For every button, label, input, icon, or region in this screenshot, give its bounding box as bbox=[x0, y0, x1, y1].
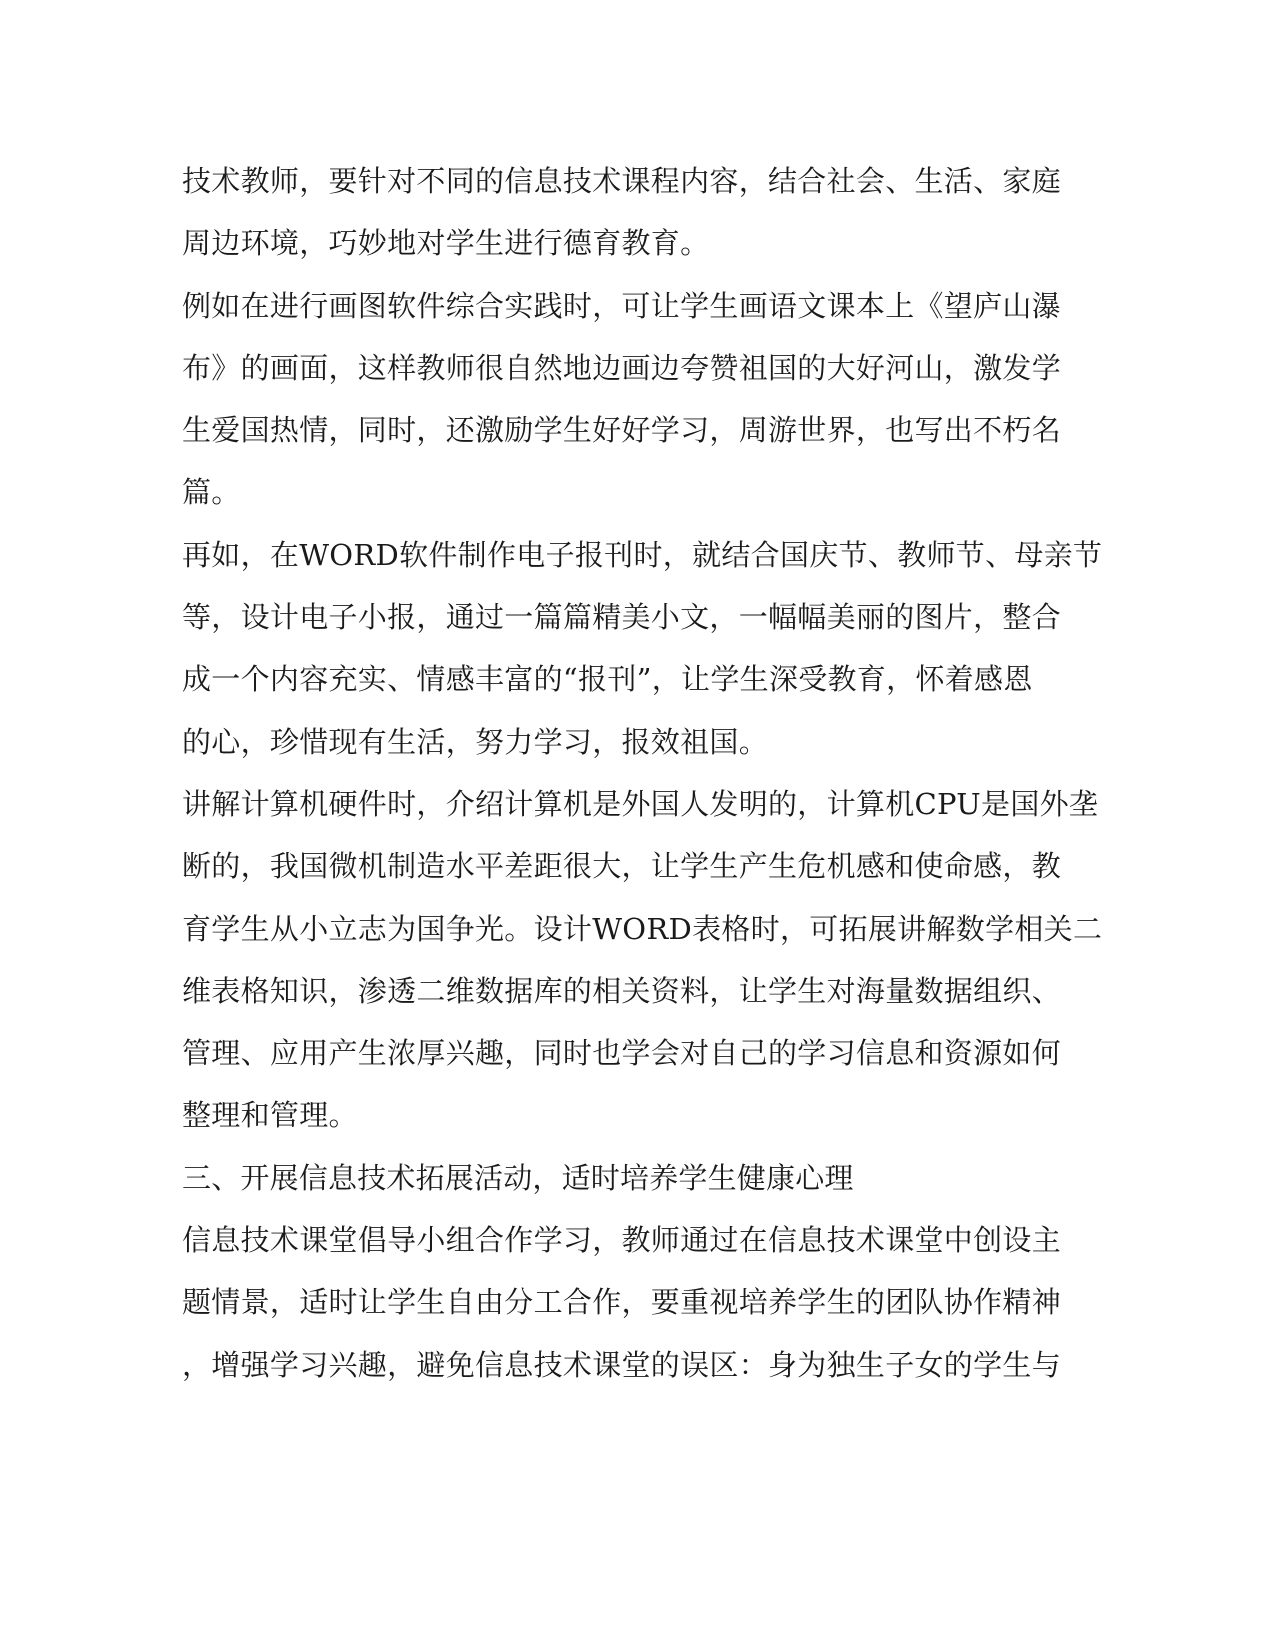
text-line: 布》的画面，这样教师很自然地边画边夸赞祖国的大好河山，激发学 bbox=[182, 350, 1062, 385]
text-line: 的心，珍惜现有生活，努力学习，报效祖国。 bbox=[182, 724, 769, 759]
text-line: 信息技术课堂倡导小组合作学习，教师通过在信息技术课堂中创设主 bbox=[182, 1223, 1062, 1258]
text-line: 育学生从小立志为国争光。设计WORD表格时，可拓展讲解数学相关二 bbox=[182, 911, 1103, 946]
section-heading: 三、开展信息技术拓展活动，适时培养学生健康心理 bbox=[182, 1160, 854, 1195]
text-line: 维表格知识，渗透二维数据库的相关资料，让学生对海量数据组织、 bbox=[182, 973, 1062, 1008]
text-line: 技术教师，要针对不同的信息技术课程内容，结合社会、生活、家庭 bbox=[182, 164, 1062, 198]
text-line: 管理、应用产生浓厚兴趣，同时也学会对自己的学习信息和资源如何 bbox=[182, 1036, 1062, 1071]
text-line: 篇。 bbox=[182, 475, 241, 510]
text-line: 断的，我国微机制造水平差距很大，让学生产生危机感和使命感，教 bbox=[182, 849, 1062, 884]
text-line: 题情景，适时让学生自由分工合作，要重视培养学生的团队协作精神 bbox=[182, 1285, 1062, 1320]
text-line: 讲解计算机硬件时，介绍计算机是外国人发明的，计算机CPU是国外垄 bbox=[182, 786, 1099, 821]
text-line: 例如在进行画图软件综合实践时，可让学生画语文课本上《望庐山瀑 bbox=[182, 288, 1062, 323]
text-line: ，增强学习兴趣，避免信息技术课堂的误区：身为独生子女的学生与 bbox=[182, 1347, 1062, 1382]
text-line: 再如，在WORD软件制作电子报刊时，就结合国庆节、教师节、母亲节 bbox=[182, 537, 1103, 572]
text-line: 周边环境，巧妙地对学生进行德育教育。 bbox=[182, 226, 710, 261]
text-line: 生爱国热情，同时，还激励学生好好学习，周游世界，也写出不朽名 bbox=[182, 413, 1062, 448]
text-line: 等，设计电子小报，通过一篇篇精美小文，一幅幅美丽的图片，整合 bbox=[182, 600, 1062, 635]
text-line: 成一个内容充实、情感丰富的“报刊”，让学生深受教育，怀着感恩 bbox=[182, 662, 1033, 697]
text-line: 整理和管理。 bbox=[182, 1098, 358, 1133]
body-text bbox=[182, 150, 1103, 1396]
